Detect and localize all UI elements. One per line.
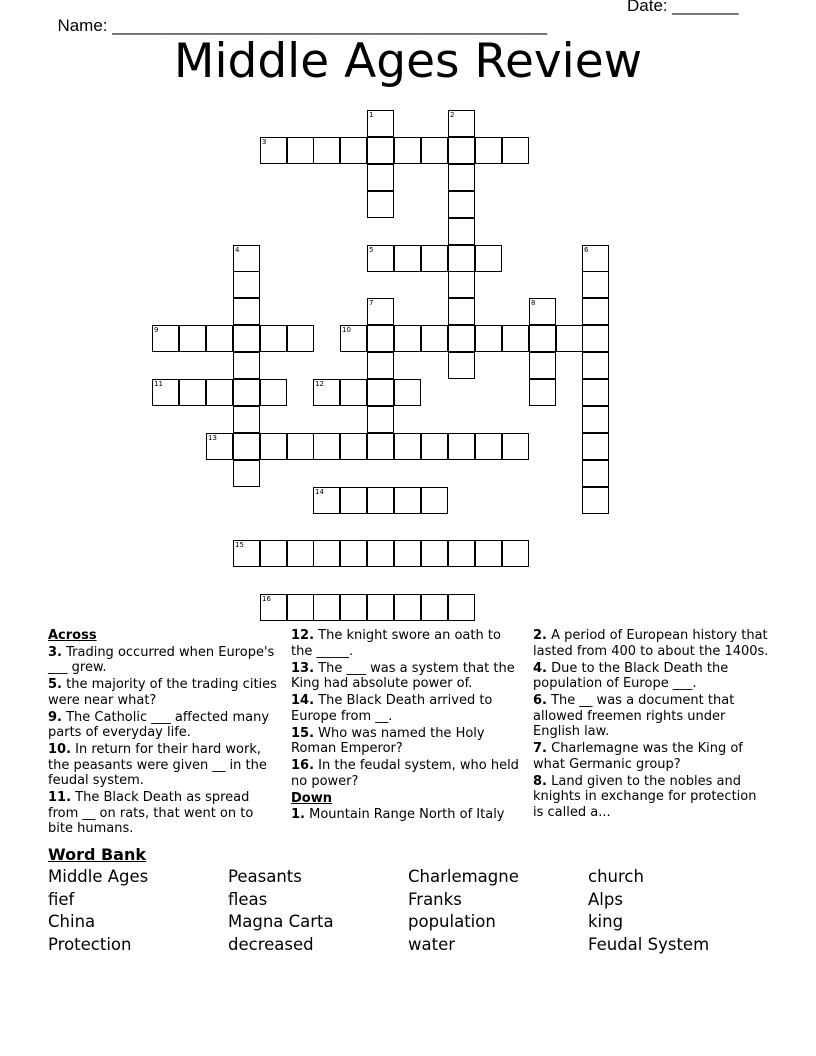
crossword-cell[interactable] (260, 433, 287, 460)
clue-number: 6 (584, 246, 589, 254)
crossword-cell[interactable] (582, 487, 609, 514)
crossword-cell[interactable] (448, 352, 475, 379)
crossword-cell[interactable] (475, 325, 502, 352)
clue-down-6: 6. The __ was a document that allowed freemen rights under English law. (533, 693, 735, 739)
crossword-cell[interactable] (421, 245, 448, 272)
crossword-cell[interactable] (313, 137, 340, 164)
crossword-cell[interactable] (421, 433, 448, 460)
crossword-cell[interactable] (340, 594, 367, 621)
word-bank-item: Protection (48, 935, 132, 955)
crossword-cell[interactable] (340, 433, 367, 460)
crossword-cell[interactable] (313, 540, 340, 567)
word-bank-item: Charlemagne (408, 867, 519, 886)
crossword-cell[interactable] (367, 594, 394, 621)
crossword-cell[interactable] (340, 540, 367, 567)
crossword-cell[interactable] (206, 325, 233, 352)
crossword-cell[interactable] (421, 594, 448, 621)
clue-number: 7 (369, 299, 374, 307)
crossword-cell[interactable] (394, 137, 421, 164)
crossword-cell[interactable] (475, 433, 502, 460)
crossword-cell[interactable] (448, 164, 475, 191)
crossword-cell[interactable] (313, 487, 340, 514)
crossword-cell[interactable] (421, 540, 448, 567)
crossword-cell[interactable] (233, 379, 260, 406)
crossword-cell[interactable] (367, 191, 394, 218)
crossword-cell[interactable] (582, 406, 609, 433)
clue-number: 14 (315, 488, 324, 496)
clue-across-9: 9. The Catholic ___ affected many parts of everyday life. (48, 709, 270, 740)
clue-number: 11 (154, 380, 163, 388)
word-bank-item: Middle Ages (48, 867, 149, 886)
word-bank-item: Feudal System (588, 935, 710, 955)
clue-number: 10 (342, 326, 351, 334)
crossword-cell[interactable] (179, 379, 206, 406)
crossword-cell[interactable] (582, 298, 609, 325)
crossword-cell[interactable] (367, 540, 394, 567)
word-bank-item: king (588, 912, 624, 932)
crossword-cell[interactable] (475, 245, 502, 272)
crossword-cell[interactable] (313, 594, 340, 621)
crossword-cell[interactable] (367, 110, 394, 137)
word-bank-row (48, 912, 768, 935)
crossword-cell[interactable] (367, 325, 394, 352)
crossword-cell[interactable] (448, 110, 475, 137)
crossword-cell[interactable] (340, 137, 367, 164)
clue-across-5: 5. the majority of the trading cities were near what? (48, 677, 277, 708)
crossword-cell[interactable] (502, 137, 529, 164)
crossword-cell[interactable] (394, 433, 421, 460)
word-bank-row (48, 935, 768, 958)
crossword-cell[interactable] (582, 433, 609, 460)
crossword-cell[interactable] (152, 325, 179, 352)
crossword-cell[interactable] (260, 137, 287, 164)
word-bank-item: fief (48, 889, 75, 909)
clue-number: 1 (369, 111, 374, 119)
crossword-cell[interactable] (367, 379, 394, 406)
clue-across-14: 14. The Black Death arrived to Europe from __. (291, 693, 493, 724)
crossword-cell[interactable] (287, 325, 314, 352)
word-bank-item: church (588, 867, 644, 886)
crossword-cell[interactable] (367, 298, 394, 325)
word-bank-row (48, 890, 768, 913)
crossword-cell[interactable] (394, 594, 421, 621)
word-bank-title: Word Bank (48, 845, 147, 864)
crossword-cell[interactable] (394, 245, 421, 272)
clue-across-16: 16. In the feudal system, who held no power? (291, 758, 519, 789)
clues-column-2 (291, 628, 519, 824)
crossword-cell[interactable] (287, 137, 314, 164)
crossword-cell[interactable] (233, 433, 260, 460)
crossword-cell[interactable] (179, 325, 206, 352)
crossword-cell[interactable] (529, 298, 556, 325)
clue-across-13: 13. The ___ was a system that the King had absolute power of. (291, 660, 515, 691)
clue-number: 2 (450, 111, 455, 119)
crossword-cell[interactable] (529, 352, 556, 379)
crossword-cell[interactable] (502, 325, 529, 352)
crossword-cell[interactable] (475, 540, 502, 567)
clue-number: 15 (235, 541, 244, 549)
word-bank-item: Alps (588, 889, 623, 909)
crossword-cell[interactable] (448, 271, 475, 298)
crossword-cell[interactable] (233, 352, 260, 379)
clue-down-7: 7. Charlemagne was the King of what Germanic group? (533, 741, 743, 772)
crossword-cell[interactable] (448, 298, 475, 325)
crossword-cell[interactable] (287, 433, 314, 460)
clue-down-2: 2. A period of European history that lasted from 400 to about the 1400s. (533, 628, 769, 659)
clue-number: 9 (154, 326, 159, 334)
crossword-cell[interactable] (394, 379, 421, 406)
clue-number: 16 (262, 595, 271, 603)
word-bank-item: China (48, 912, 96, 932)
clue-across-15: 15. Who was named the Holy Roman Emperor? (291, 725, 485, 756)
crossword-cell[interactable] (448, 245, 475, 272)
crossword-cell[interactable] (287, 540, 314, 567)
crossword-cell[interactable] (313, 433, 340, 460)
crossword-cell[interactable] (340, 487, 367, 514)
word-bank-item: population (408, 912, 496, 932)
across-heading: Across (48, 628, 97, 643)
crossword-cell[interactable] (313, 379, 340, 406)
clue-across-10: 10. In return for their hard work, the peasants were given __ in the feudal system. (48, 742, 267, 788)
crossword-cell[interactable] (260, 594, 287, 621)
crossword-cell[interactable] (529, 325, 556, 352)
word-bank-item: Magna Carta (228, 912, 334, 932)
crossword-cell[interactable] (421, 487, 448, 514)
crossword-cell[interactable] (367, 137, 394, 164)
crossword-cell[interactable] (556, 325, 583, 352)
word-bank-row (48, 867, 768, 890)
crossword-cell[interactable] (582, 271, 609, 298)
clue-across-12: 12. The knight swore an oath to the _____. (291, 628, 501, 659)
clue-number: 12 (315, 380, 324, 388)
crossword-cell[interactable] (529, 379, 556, 406)
crossword-cell[interactable] (394, 540, 421, 567)
crossword-cell[interactable] (502, 433, 529, 460)
word-bank-item: Franks (408, 889, 462, 909)
clue-number: 13 (208, 434, 217, 442)
clues-column-1 (48, 628, 280, 838)
date-field[interactable]: Date: _______ (627, 0, 739, 15)
crossword-cell[interactable] (233, 460, 260, 487)
crossword-cell[interactable] (233, 325, 260, 352)
crossword-cell[interactable] (340, 379, 367, 406)
crossword-cell[interactable] (367, 433, 394, 460)
crossword-cell[interactable] (233, 271, 260, 298)
clue-across-3: 3. Trading occurred when Europe's ___ grew. (48, 644, 275, 675)
word-bank-item: Peasants (228, 867, 302, 886)
crossword-cell[interactable] (152, 379, 179, 406)
name-field[interactable]: Name: ______________________________________________ (57, 16, 548, 35)
crossword-cell[interactable] (260, 540, 287, 567)
crossword-cell[interactable] (448, 540, 475, 567)
clue-down-4: 4. Due to the Black Death the population of Europe ___. (533, 660, 729, 691)
crossword-cell[interactable] (367, 487, 394, 514)
crossword-cell[interactable] (448, 137, 475, 164)
clue-number: 5 (369, 246, 374, 254)
crossword-cell[interactable] (233, 298, 260, 325)
crossword-cell[interactable] (582, 352, 609, 379)
crossword-cell[interactable] (582, 379, 609, 406)
word-bank (48, 867, 768, 958)
clue-number: 8 (531, 299, 536, 307)
clue-number: 3 (262, 138, 267, 146)
crossword-cell[interactable] (421, 325, 448, 352)
crossword-cell[interactable] (260, 379, 287, 406)
crossword-cell[interactable] (367, 164, 394, 191)
crossword-cell[interactable] (233, 406, 260, 433)
crossword-cell[interactable] (367, 352, 394, 379)
crossword-cell[interactable] (206, 379, 233, 406)
clue-down-1: 1. Mountain Range North of Italy (291, 807, 505, 822)
clues-column-3 (533, 628, 769, 822)
page-title: Middle Ages Review (173, 34, 643, 89)
crossword-cell[interactable] (421, 137, 448, 164)
word-bank-item: decreased (228, 935, 314, 955)
crossword-cell[interactable] (448, 594, 475, 621)
clue-down-8: 8. Land given to the nobles and knights in exchange for protection is called a... (533, 773, 757, 820)
down-heading: Down (291, 790, 332, 806)
crossword-cell[interactable] (448, 433, 475, 460)
crossword-cell[interactable] (340, 325, 367, 352)
crossword-cell[interactable] (367, 245, 394, 272)
crossword-cell[interactable] (394, 325, 421, 352)
crossword-cell[interactable] (582, 325, 609, 352)
crossword-cell[interactable] (367, 406, 394, 433)
crossword-cell[interactable] (233, 540, 260, 567)
clue-across-11: 11. The Black Death as spread from __ on rats, that went on to bite humans. (48, 790, 254, 836)
crossword-cell[interactable] (394, 487, 421, 514)
crossword-cell[interactable] (233, 245, 260, 272)
crossword-cell[interactable] (206, 433, 233, 460)
crossword-cell[interactable] (287, 594, 314, 621)
word-bank-item: water (408, 935, 456, 955)
clue-number: 4 (235, 246, 240, 254)
crossword-cell[interactable] (582, 460, 609, 487)
word-bank-item: fleas (228, 889, 268, 909)
crossword-cell[interactable] (448, 191, 475, 218)
crossword-cell[interactable] (260, 325, 287, 352)
crossword-cell[interactable] (582, 245, 609, 272)
crossword-cell[interactable] (448, 218, 475, 245)
crossword-cell[interactable] (475, 137, 502, 164)
crossword-cell[interactable] (448, 325, 475, 352)
crossword-cell[interactable] (502, 540, 529, 567)
